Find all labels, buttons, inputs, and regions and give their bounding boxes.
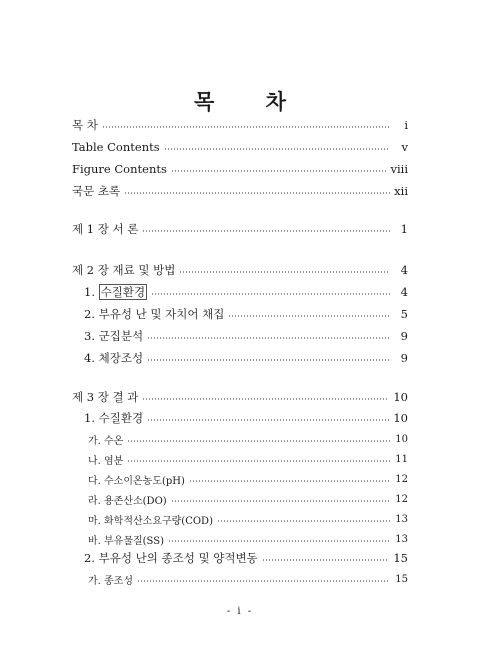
leader-dots	[217, 520, 390, 522]
toc-entry-label: 제 3 장 결 과	[72, 390, 139, 404]
leader-dots	[171, 500, 390, 502]
toc-entry-page: 12	[395, 493, 408, 505]
toc-entry-label: 1. 수질환경	[84, 285, 146, 299]
toc-entry-label: 라. 용존산소(DO)	[88, 495, 167, 507]
toc-entry-page: v	[401, 140, 408, 154]
toc-subsection-3-1-ga[interactable]	[88, 431, 408, 447]
leader-dots	[164, 148, 390, 150]
toc-entry-label: 3. 군집분석	[84, 329, 144, 343]
toc-entry-page: 9	[400, 351, 408, 365]
toc-entry-page: 15	[395, 573, 408, 585]
toc-entry-label: 제 2 장 재료 및 방법	[72, 263, 176, 277]
toc-entry-label: 2. 부유성 난 및 자치어 채집	[84, 307, 225, 321]
leader-dots	[147, 359, 390, 361]
leader-dots	[142, 398, 389, 400]
toc-entry-label: 가. 수온	[88, 435, 124, 447]
toc-subsection-3-2-ga[interactable]	[88, 571, 408, 587]
leader-dots	[124, 192, 390, 194]
toc-entry-label: 제 1 장 서 론	[72, 222, 139, 236]
toc-entry-page: 13	[395, 513, 408, 525]
toc-entry-label: 4. 체장조성	[84, 351, 144, 365]
toc-entry-label: 나. 염분	[88, 455, 124, 467]
toc-entry-page: viii	[390, 162, 408, 176]
toc-entry-figure-contents[interactable]	[72, 161, 408, 177]
toc-entry-label: Table Contents	[72, 140, 160, 154]
leader-dots	[147, 337, 390, 339]
toc-entry-page: 10	[395, 433, 408, 445]
toc-entry-page: 4	[400, 285, 408, 299]
leader-dots	[142, 230, 390, 232]
toc-entry-page: 5	[400, 307, 408, 321]
toc-section-3-1[interactable]	[84, 410, 408, 426]
toc-chapter-1[interactable]	[72, 221, 408, 237]
toc-entry-label: 국문 초록	[72, 184, 121, 198]
leader-dots	[102, 126, 390, 128]
toc-entry-label: 바. 부유물질(SS)	[88, 535, 164, 547]
page-number-footer: - i -	[226, 606, 254, 617]
highlight-box: 수질환경	[100, 285, 146, 299]
toc-subsection-3-1-da[interactable]	[88, 471, 408, 487]
toc-entry-label: Figure Contents	[72, 162, 167, 176]
toc-chapter-3[interactable]	[72, 389, 408, 405]
toc-subsection-3-1-na[interactable]	[88, 451, 408, 467]
page-title: 목 차	[194, 89, 308, 114]
toc-entry-label: 1. 수질환경	[84, 411, 144, 425]
toc-entry-mokcha[interactable]	[72, 117, 408, 133]
toc-entry-label: 2. 부유성 난의 종조성 및 양적변동	[84, 551, 258, 565]
toc-entry-page: 11	[395, 453, 408, 465]
leader-dots	[189, 480, 390, 482]
toc-entry-page: xii	[394, 184, 408, 198]
toc-section-2-2[interactable]	[84, 306, 408, 322]
leader-dots	[228, 315, 390, 317]
leader-dots	[147, 419, 389, 421]
toc-subsection-3-1-ma[interactable]	[88, 511, 408, 527]
toc-entry-page: 9	[400, 329, 408, 343]
toc-entry-label: 마. 화학적산소요구량(COD)	[88, 515, 213, 527]
leader-dots	[168, 540, 390, 542]
leader-dots	[127, 460, 390, 462]
toc-entry-page: 4	[400, 263, 408, 277]
leader-dots	[151, 293, 390, 295]
toc-entry-page: 10	[393, 411, 408, 425]
toc-entry-page: i	[404, 118, 408, 132]
toc-entry-page: 1	[400, 222, 408, 236]
leader-dots	[137, 580, 390, 582]
toc-section-2-3[interactable]	[84, 328, 408, 344]
toc-entry-label: 다. 수소이온농도(pH)	[88, 475, 185, 487]
toc-section-2-1[interactable]	[84, 284, 408, 300]
toc-entry-korean-abstract[interactable]	[72, 183, 408, 199]
leader-dots	[127, 440, 390, 442]
leader-dots	[171, 170, 387, 172]
toc-entry-page: 13	[395, 533, 408, 545]
toc-section-3-2[interactable]	[84, 550, 408, 566]
toc-chapter-2[interactable]	[72, 262, 408, 278]
toc-entry-page: 15	[393, 551, 408, 565]
leader-dots	[262, 559, 390, 561]
toc-entry-page: 10	[393, 390, 408, 404]
toc-entry-label: 목 차	[72, 118, 98, 132]
toc-entry-table-contents[interactable]	[72, 139, 408, 155]
toc-section-2-4[interactable]	[84, 350, 408, 366]
toc-subsection-3-1-ra[interactable]	[88, 491, 408, 507]
leader-dots	[179, 271, 390, 273]
toc-entry-label: 가. 종조성	[88, 575, 133, 587]
toc-entry-page: 12	[395, 473, 408, 485]
toc-subsection-3-1-ba[interactable]	[88, 531, 408, 547]
